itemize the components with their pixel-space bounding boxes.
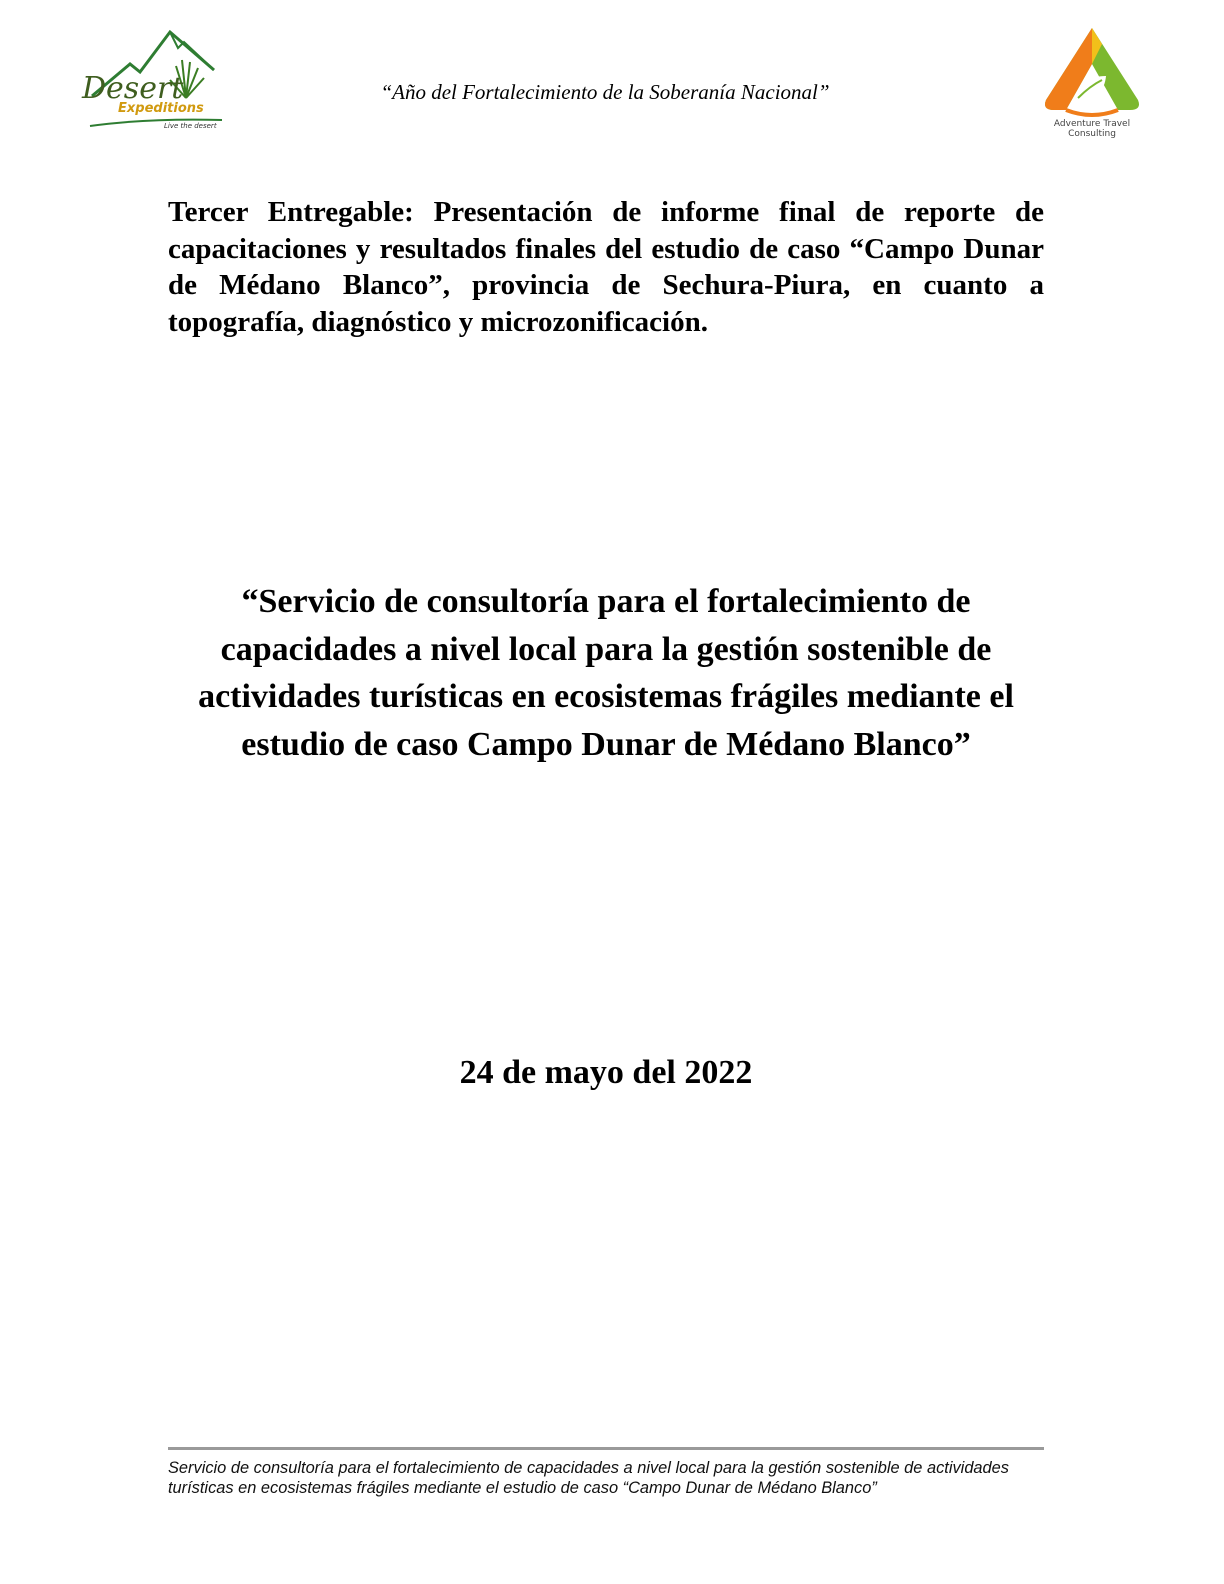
document-date: 24 de mayo del 2022 [459,1054,753,1091]
footer-text: Servicio de consultoría para el fortalecimiento de capacidades a nivel local para la gestión sostenible de actividades turísticas en ecosistemas frágiles mediante el estudio de caso “Campo Dunar de Médano Blanco” [168,1459,1009,1497]
adventure-travel-consulting-logo-icon [1036,24,1148,142]
footer-divider [168,1447,1044,1450]
svg-text:Desert: Desert [82,71,184,106]
svg-text:Live the desert: Live the desert [164,122,217,130]
header-motto: “Año del Fortalecimiento de la Soberanía Nacional” [380,80,830,104]
desert-expeditions-logo-icon [78,26,228,136]
svg-text:Adventure Travel: Adventure Travel [1053,119,1131,129]
service-title: “Servicio de consultoría para el fortalecimiento de capacidades a nivel local para la gestión sostenible de actividades turísticas en ecosistemas frágiles mediante el estudio de caso Campo Dunar de Médano Blanco” [198,583,1014,763]
svg-text:Consulting: Consulting [1068,129,1116,139]
adventure-travel-consulting-logo [1036,24,1148,142]
desert-expeditions-logo [78,26,228,136]
deliverable-title: Tercer Entregable: Presentación de informe final de reporte de capacitaciones y resultados finales del estudio de caso “Campo Dunar de Médano Blanco”, provincia de Sechura-Piura, en cuanto a topografía, diagnóstico y microzonificación. [168,196,1044,338]
svg-text:Expeditions: Expeditions [118,101,204,116]
